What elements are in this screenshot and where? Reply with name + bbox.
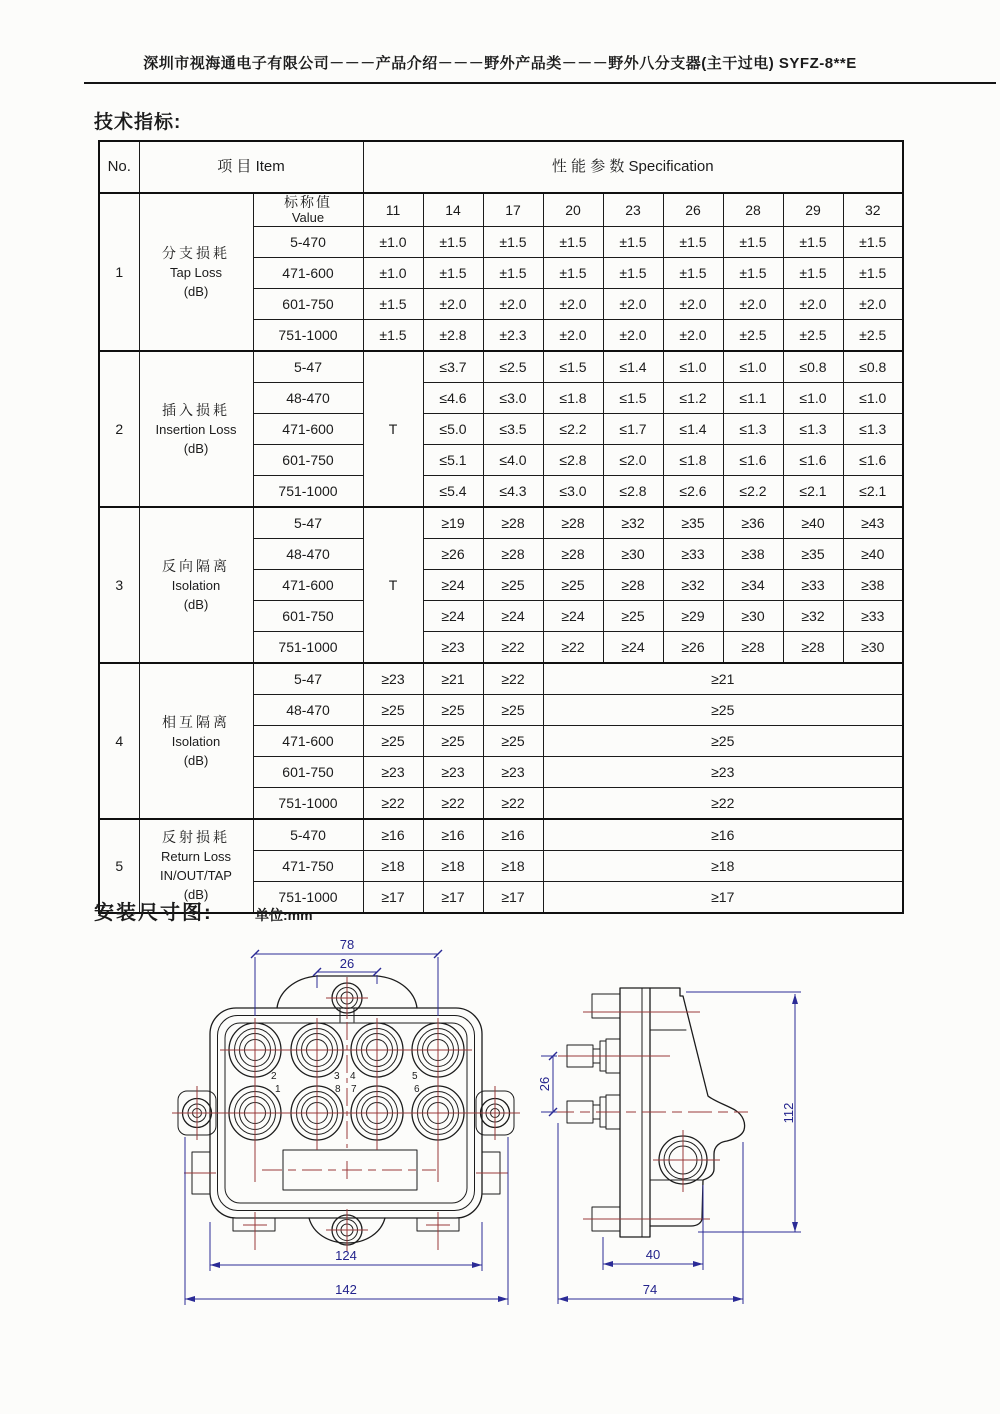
front-view xyxy=(172,937,520,1305)
freq-range: 48-470 xyxy=(253,539,363,570)
spec-value: ≥22 xyxy=(483,663,543,695)
port-number: 4 xyxy=(350,1071,356,1082)
spec-value: ≤1.0 xyxy=(783,383,843,414)
spec-value: ≥24 xyxy=(603,632,663,664)
freq-range: 5-47 xyxy=(253,351,363,383)
dim-142: 142 xyxy=(335,1282,357,1297)
port-number: 5 xyxy=(412,1071,418,1082)
spec-value: ≤1.5 xyxy=(543,351,603,383)
col-header-item: 项 目 Item xyxy=(139,141,363,193)
spec-value: ≤1.4 xyxy=(603,351,663,383)
spec-value: ≥25 xyxy=(483,695,543,726)
spec-value-merged: ≥17 xyxy=(543,882,903,914)
spec-value: ±2.5 xyxy=(783,320,843,352)
spec-value: ≤1.8 xyxy=(663,445,723,476)
item-label: 反向隔离 Isolation (dB) xyxy=(139,507,253,663)
freq-range: 471-600 xyxy=(253,258,363,289)
spec-value: ±2.0 xyxy=(663,289,723,320)
spec-value: ≥28 xyxy=(603,570,663,601)
tap-col-header: 14 xyxy=(423,193,483,227)
item-label: 相互隔离 Isolation (dB) xyxy=(139,663,253,819)
dim-26-side: 26 xyxy=(537,1076,552,1092)
row-no: 5 xyxy=(99,819,139,913)
spec-value: ≤4.6 xyxy=(423,383,483,414)
spec-value: ±1.5 xyxy=(483,258,543,289)
spec-value: ≤0.8 xyxy=(783,351,843,383)
spec-value: ±2.5 xyxy=(723,320,783,352)
tap-col-header: 32 xyxy=(843,193,903,227)
spec-value: ≥17 xyxy=(483,882,543,914)
spec-value: ±2.0 xyxy=(723,289,783,320)
freq-range: 601-750 xyxy=(253,445,363,476)
spec-value: ≥25 xyxy=(363,726,423,757)
spec-value: ≥28 xyxy=(483,507,543,539)
spec-value-merged: ≥18 xyxy=(543,851,903,882)
spec-value: ≥25 xyxy=(363,695,423,726)
spec-value: ≤3.5 xyxy=(483,414,543,445)
spec-value: ≥25 xyxy=(603,601,663,632)
spec-value-merged: ≥22 xyxy=(543,788,903,820)
spec-value: ≥32 xyxy=(783,601,843,632)
spec-value: ≤5.0 xyxy=(423,414,483,445)
freq-range: 471-750 xyxy=(253,851,363,882)
spec-value: ≥23 xyxy=(363,757,423,788)
spec-value: ≥22 xyxy=(423,788,483,820)
spec-value: ≥26 xyxy=(423,539,483,570)
header-rule xyxy=(84,82,996,84)
spec-value: ≥38 xyxy=(843,570,903,601)
bottom-ground-bolt xyxy=(326,1209,368,1251)
spec-value: ±1.5 xyxy=(363,320,423,352)
spec-value: ≤2.2 xyxy=(543,414,603,445)
spec-value: ±1.5 xyxy=(843,258,903,289)
spec-value: ≥25 xyxy=(543,570,603,601)
port-number: 2 xyxy=(271,1071,277,1082)
spec-value: ≥25 xyxy=(483,570,543,601)
spec-value: ≤1.4 xyxy=(663,414,723,445)
spec-value: ±2.8 xyxy=(423,320,483,352)
spec-value: ±2.0 xyxy=(423,289,483,320)
spec-value: ≥22 xyxy=(483,788,543,820)
item-label: 分支损耗 Tap Loss (dB) xyxy=(139,193,253,351)
spec-value: ±1.5 xyxy=(723,227,783,258)
spec-value: ≥16 xyxy=(483,819,543,851)
freq-range: 601-750 xyxy=(253,289,363,320)
freq-range: 751-1000 xyxy=(253,882,363,914)
dim-112: 112 xyxy=(781,1102,796,1124)
port-number: 7 xyxy=(351,1084,357,1095)
spec-value: ±2.0 xyxy=(843,289,903,320)
dim-78: 78 xyxy=(339,937,355,952)
port-number: 8 xyxy=(335,1084,341,1095)
spec-value: ≤1.6 xyxy=(783,445,843,476)
spec-value: ≥28 xyxy=(483,539,543,570)
spec-value: ≥23 xyxy=(423,632,483,664)
col-header-spec: 性 能 参 数 Specification xyxy=(363,141,903,193)
port-number: 1 xyxy=(275,1084,281,1095)
spec-value: ≤3.0 xyxy=(543,476,603,508)
spec-value: ≤1.0 xyxy=(723,351,783,383)
spec-value: ≥16 xyxy=(363,819,423,851)
spec-value: ≤2.5 xyxy=(483,351,543,383)
spec-value: ≥18 xyxy=(423,851,483,882)
row-no: 4 xyxy=(99,663,139,819)
spec-value: ≥24 xyxy=(423,570,483,601)
dim-40: 40 xyxy=(645,1247,661,1262)
spec-value: ≤1.0 xyxy=(663,351,723,383)
spec-value: ±2.0 xyxy=(483,289,543,320)
spec-value-merged: ≥25 xyxy=(543,726,903,757)
spec-value: ≥33 xyxy=(783,570,843,601)
spec-table xyxy=(98,140,904,914)
freq-range: 48-470 xyxy=(253,383,363,414)
spec-value: ±2.0 xyxy=(783,289,843,320)
item-label: 反射损耗 Return Loss IN/OUT/TAP (dB) xyxy=(139,819,253,913)
spec-value: ≥23 xyxy=(363,663,423,695)
install-dims-title: 安装尺寸图: xyxy=(94,902,213,924)
spec-value: ≤4.0 xyxy=(483,445,543,476)
tap-col-header: 23 xyxy=(603,193,663,227)
spec-value-merged: ≥16 xyxy=(543,819,903,851)
spec-value: ≥18 xyxy=(483,851,543,882)
freq-range: 5-470 xyxy=(253,227,363,258)
spec-value: ≤0.8 xyxy=(843,351,903,383)
spec-value: ≥35 xyxy=(663,507,723,539)
spec-value: ≥38 xyxy=(723,539,783,570)
freq-range: 471-600 xyxy=(253,570,363,601)
spec-value: ≥40 xyxy=(783,507,843,539)
port-number: 3 xyxy=(334,1071,340,1082)
spec-value: ≤2.8 xyxy=(543,445,603,476)
freq-range: 5-47 xyxy=(253,507,363,539)
spec-value: ≤1.3 xyxy=(783,414,843,445)
spec-value: ±1.0 xyxy=(363,258,423,289)
document-header: 深圳市视海通电子有限公司－－－产品介绍－－－野外产品类－－－野外八分支器(主干过电) SYFZ-8**E xyxy=(143,55,857,72)
spec-value: ≤2.0 xyxy=(603,445,663,476)
freq-range: 471-600 xyxy=(253,726,363,757)
spec-value: ≤5.1 xyxy=(423,445,483,476)
spec-value: ≥28 xyxy=(543,507,603,539)
spec-value-merged: ≥25 xyxy=(543,695,903,726)
spec-value: ±2.0 xyxy=(603,320,663,352)
unit-label: 单位:mm xyxy=(255,907,313,923)
top-ground-bolt xyxy=(326,977,368,1019)
spec-value: ≥34 xyxy=(723,570,783,601)
freq-range: 601-750 xyxy=(253,601,363,632)
spec-value: ≥30 xyxy=(723,601,783,632)
spec-value: ≥17 xyxy=(363,882,423,914)
spec-value: ≥28 xyxy=(783,632,843,664)
spec-value: ≥23 xyxy=(423,757,483,788)
freq-range: 751-1000 xyxy=(253,320,363,352)
spec-value: ±2.0 xyxy=(663,320,723,352)
spec-value: ±1.5 xyxy=(423,227,483,258)
spec-value: ±1.5 xyxy=(603,227,663,258)
spec-value: ≥24 xyxy=(483,601,543,632)
spec-value: ≥32 xyxy=(663,570,723,601)
dim-74: 74 xyxy=(642,1282,658,1297)
spec-value: ±1.5 xyxy=(603,258,663,289)
tap-col-header: 11 xyxy=(363,193,423,227)
spec-value: ±1.5 xyxy=(483,227,543,258)
spec-value: ≤3.7 xyxy=(423,351,483,383)
spec-value: ≤1.3 xyxy=(723,414,783,445)
spec-value: ≤1.7 xyxy=(603,414,663,445)
spec-value: ≤2.8 xyxy=(603,476,663,508)
freq-range: 48-470 xyxy=(253,695,363,726)
item-label: 插入损耗 Insertion Loss (dB) xyxy=(139,351,253,507)
tap-col-header: 29 xyxy=(783,193,843,227)
spec-value: ±2.5 xyxy=(843,320,903,352)
spec-value: ≥16 xyxy=(423,819,483,851)
spec-value: ≥32 xyxy=(603,507,663,539)
spec-value: ≥28 xyxy=(543,539,603,570)
spec-value: ±2.0 xyxy=(603,289,663,320)
spec-value: ≤5.4 xyxy=(423,476,483,508)
freq-range: 751-1000 xyxy=(253,788,363,820)
spec-value: ≥17 xyxy=(423,882,483,914)
freq-range: 5-47 xyxy=(253,663,363,695)
spec-value: ≥29 xyxy=(663,601,723,632)
spec-value: ≥25 xyxy=(423,695,483,726)
spec-value: ≤2.1 xyxy=(843,476,903,508)
freq-range: 601-750 xyxy=(253,757,363,788)
value-header: 标称值 Value xyxy=(253,193,363,227)
spec-value: ≥40 xyxy=(843,539,903,570)
row-no: 3 xyxy=(99,507,139,663)
spec-value: ≥26 xyxy=(663,632,723,664)
spec-value: ≤3.0 xyxy=(483,383,543,414)
spec-value: ≥22 xyxy=(543,632,603,664)
spec-value: ≥24 xyxy=(423,601,483,632)
tech-spec-title: 技术指标: xyxy=(94,112,182,133)
spec-value: ≥22 xyxy=(363,788,423,820)
spec-value: ≤2.1 xyxy=(783,476,843,508)
tap-col-header: 26 xyxy=(663,193,723,227)
spec-value: ≤1.8 xyxy=(543,383,603,414)
spec-value: ±2.0 xyxy=(543,320,603,352)
trunk-cell: T xyxy=(363,507,423,663)
freq-range: 751-1000 xyxy=(253,476,363,508)
spec-value: ≤1.2 xyxy=(663,383,723,414)
spec-value: ±2.3 xyxy=(483,320,543,352)
spec-value: ≥43 xyxy=(843,507,903,539)
spec-value: ≤1.5 xyxy=(603,383,663,414)
spec-value-merged: ≥21 xyxy=(543,663,903,695)
installation-drawing xyxy=(80,930,960,1320)
spec-value: ≥24 xyxy=(543,601,603,632)
spec-value: ≤2.2 xyxy=(723,476,783,508)
spec-value: ≤4.3 xyxy=(483,476,543,508)
spec-value: ±1.5 xyxy=(843,227,903,258)
row-no: 2 xyxy=(99,351,139,507)
spec-value: ≤1.0 xyxy=(843,383,903,414)
spec-value: ≥18 xyxy=(363,851,423,882)
freq-range: 751-1000 xyxy=(253,632,363,664)
spec-value: ≥22 xyxy=(483,632,543,664)
spec-value: ±1.5 xyxy=(663,227,723,258)
trunk-cell: T xyxy=(363,351,423,507)
dim-124: 124 xyxy=(335,1248,357,1263)
col-header-no: No. xyxy=(99,141,139,193)
spec-value: ≥30 xyxy=(603,539,663,570)
spec-value: ≥21 xyxy=(423,663,483,695)
row-no: 1 xyxy=(99,193,139,351)
spec-value: ≤1.6 xyxy=(723,445,783,476)
spec-value: ±1.5 xyxy=(663,258,723,289)
spec-value: ±2.0 xyxy=(543,289,603,320)
spec-value: ±1.5 xyxy=(423,258,483,289)
spec-value: ±1.5 xyxy=(723,258,783,289)
spec-value: ±1.5 xyxy=(363,289,423,320)
spec-value: ≥33 xyxy=(843,601,903,632)
spec-value: ±1.5 xyxy=(783,227,843,258)
spec-value: ≥25 xyxy=(423,726,483,757)
port-number: 6 xyxy=(414,1084,420,1095)
spec-value: ≥28 xyxy=(723,632,783,664)
tap-col-header: 17 xyxy=(483,193,543,227)
spec-value: ≤1.6 xyxy=(843,445,903,476)
spec-value: ≥25 xyxy=(483,726,543,757)
spec-value: ≥33 xyxy=(663,539,723,570)
spec-value: ≤2.6 xyxy=(663,476,723,508)
freq-range: 471-600 xyxy=(253,414,363,445)
spec-value: ≥23 xyxy=(483,757,543,788)
spec-value: ≥36 xyxy=(723,507,783,539)
dim-26-front: 26 xyxy=(339,956,355,971)
spec-value: ≥19 xyxy=(423,507,483,539)
side-view xyxy=(537,988,801,1304)
spec-value-merged: ≥23 xyxy=(543,757,903,788)
spec-value: ≤1.3 xyxy=(843,414,903,445)
spec-value: ±1.5 xyxy=(783,258,843,289)
freq-range: 5-470 xyxy=(253,819,363,851)
tap-col-header: 20 xyxy=(543,193,603,227)
spec-value: ±1.5 xyxy=(543,227,603,258)
spec-value: ≤1.1 xyxy=(723,383,783,414)
spec-value: ≥35 xyxy=(783,539,843,570)
tap-col-header: 28 xyxy=(723,193,783,227)
spec-value: ≥30 xyxy=(843,632,903,664)
spec-value: ±1.0 xyxy=(363,227,423,258)
spec-value: ±1.5 xyxy=(543,258,603,289)
